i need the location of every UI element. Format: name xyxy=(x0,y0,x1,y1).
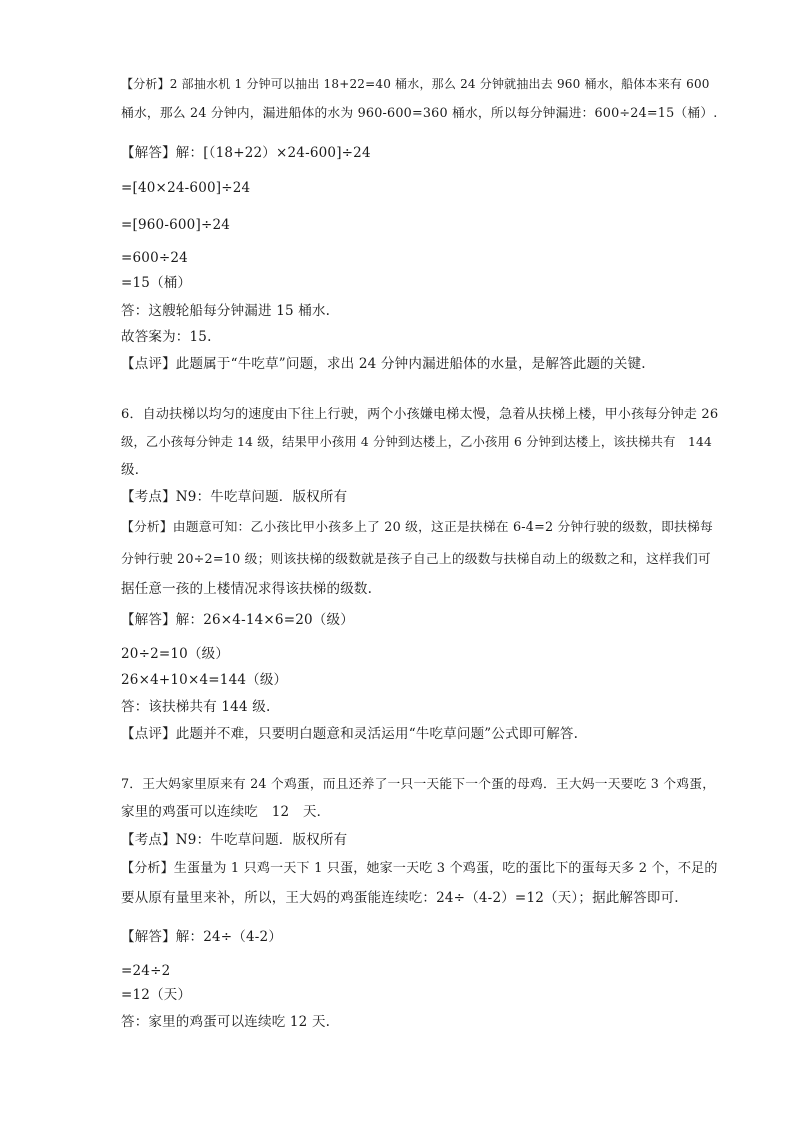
q6-analysis-line-1: 【分析】由题意可知：乙小孩比甲小孩多上了 20 级，这正是扶梯在 6-4=2 分钟行驶的级数，即扶梯每 xyxy=(121,520,713,535)
q5-solution-line-3: =[960-600]÷24 xyxy=(121,217,231,233)
q5-final-answer: 故答案为：15. xyxy=(121,329,212,345)
q7-answer: 答：家里的鸡蛋可以连续吃 12 天. xyxy=(121,1014,331,1030)
q5-solution-line-2: =[40×24-600]÷24 xyxy=(121,180,251,196)
q6-solution-line-3: 26×4+10×4=144（级） xyxy=(121,672,288,688)
q6-question-line-1: 6．自动扶梯以均匀的速度由下往上行驶，两个小孩嫌电梯太慢，急着从扶梯上楼，甲小孩每分钟走 26 xyxy=(121,407,719,422)
q6-answer: 答：该扶梯共有 144 级. xyxy=(121,699,271,715)
q7-solution-line-3: =12（天） xyxy=(121,987,192,1003)
q6-comment: 【点评】此题并不难，只要明白题意和灵活运用“牛吃草问题”公式即可解答. xyxy=(121,726,579,742)
q7-question-line-1: 7．王大妈家里原来有 24 个鸡蛋，而且还养了一只一天能下一个蛋的母鸡．王大妈一天要吃 3 个鸡蛋， xyxy=(121,777,716,792)
q7-kaodian: 【考点】N9：牛吃草问题．版权所有 xyxy=(121,832,348,848)
q6-question-line-3: 级． xyxy=(121,462,149,478)
q5-solution-line-5: =15（桶） xyxy=(121,275,192,291)
q7-question-line-2: 家里的鸡蛋可以连续吃 12 天． xyxy=(121,804,331,820)
q5-solution-line-1: 【解答】解：[（18+22）×24-600]÷24 xyxy=(121,145,371,161)
q6-solution-line-1: 【解答】解：26×4-14×6=20（级） xyxy=(121,612,354,628)
q6-kaodian: 【考点】N9：牛吃草问题．版权所有 xyxy=(121,489,348,505)
q5-solution-line-4: =600÷24 xyxy=(121,250,188,266)
q7-solution-line-2: =24÷2 xyxy=(121,963,171,979)
q5-analysis-line-1: 【分析】2 部抽水机 1 分钟可以抽出 18+22=40 桶水，那么 24 分钟就抽出去 960 桶水，船体本来有 600 xyxy=(121,77,710,91)
q6-question-line-2: 级，乙小孩每分钟走 14 级，结果甲小孩用 4 分钟到达楼上，乙小孩用 6 分钟到达楼上，该扶梯共有 144 xyxy=(121,435,712,449)
q6-analysis-line-2: 分钟行驶 20÷2=10 级；则该扶梯的级数就是孩子自己上的级数与扶梯自动上的级数之和，这样我们可 xyxy=(121,552,711,567)
q5-answer: 答：这艘轮船每分钟漏进 15 桶水. xyxy=(121,303,331,319)
q7-analysis-line-2: 要从原有量里来补，所以，王大妈的鸡蛋能连续吃：24÷（4-2）=12（天）；据此解答即可. xyxy=(121,890,679,906)
q7-analysis-line-1: 【分析】生蛋量为 1 只鸡一天下 1 只蛋，她家一天吃 3 个鸡蛋，吃的蛋比下的蛋每天多 2 个，不足的 xyxy=(121,861,718,876)
q7-solution-line-1: 【解答】解：24÷（4-2） xyxy=(121,929,283,945)
q5-comment: 【点评】此题属于“牛吃草”问题，求出 24 分钟内漏进船体的水量，是解答此题的关键. xyxy=(121,356,646,372)
q6-solution-line-2: 20÷2=10（级） xyxy=(121,646,230,662)
q5-analysis-line-2: 桶水，那么 24 分钟内，漏进船体的水为 960-600=360 桶水，所以每分钟漏进：600÷24=15（桶）. xyxy=(121,106,718,121)
q6-analysis-line-3: 据任意一孩的上楼情况求得该扶梯的级数. xyxy=(121,581,373,597)
